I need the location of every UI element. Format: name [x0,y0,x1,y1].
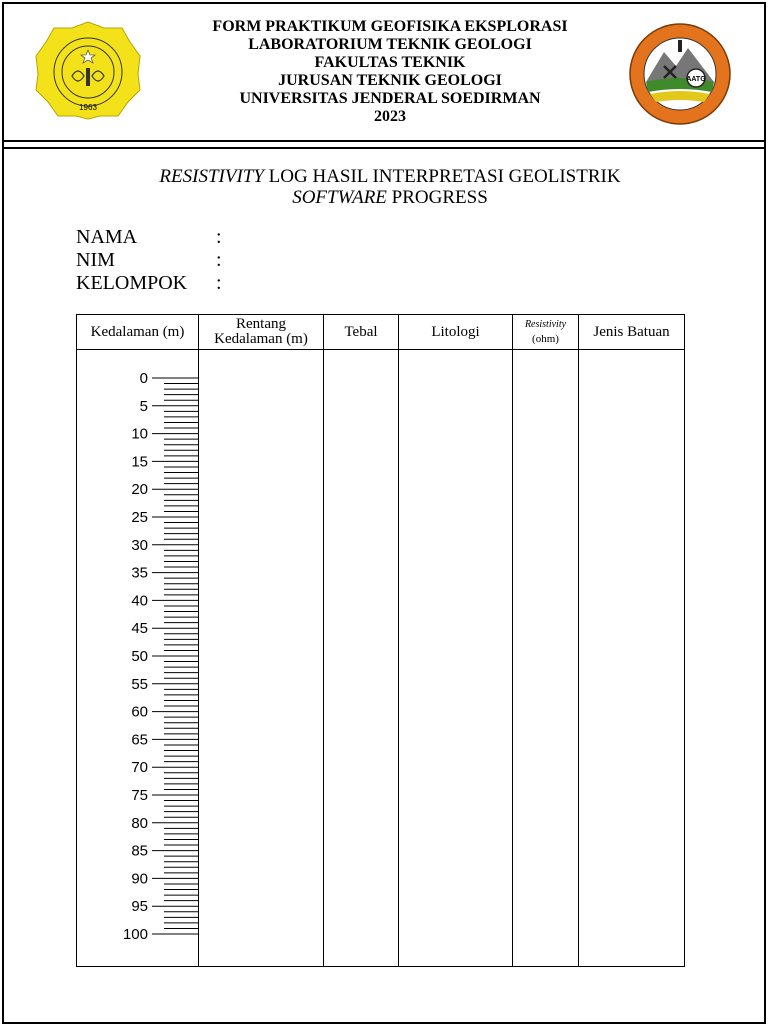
depth-label: 35 [131,564,148,582]
depth-label: 15 [131,453,148,471]
depth-label: 20 [131,481,148,499]
form-header [180,18,600,126]
title-rest-1: LOG HASIL INTERPRETASI GEOLISTRIK [263,166,621,187]
title-rest-2: PROGRESS [386,187,488,208]
col-rentang [199,315,324,350]
col-jenis-batuan: Jenis Batuan [579,315,685,350]
depth-label: 10 [131,425,148,443]
litologi-cell[interactable] [399,350,513,967]
tebal-cell[interactable] [324,350,399,967]
col-kedalaman: Kedalaman (m) [77,315,199,350]
depth-label: 55 [131,675,148,693]
depth-label: 25 [131,509,148,526]
depth-label: 65 [131,731,148,749]
depth-label: 5 [139,397,148,415]
col-rentang-line1: Rentang [236,316,286,332]
field-nama-label: NAMA [76,226,138,248]
depth-label: 45 [131,620,148,638]
unsoed-year: 1963 [79,103,97,112]
field-nim-label: NIM [76,249,115,271]
header-divider [4,140,764,149]
field-kelompok-sep: : [216,272,222,294]
resistivity-log-table [76,314,685,967]
resistivity-cell[interactable] [513,350,579,967]
unsoed-logo-icon [34,20,142,120]
field-kelompok-label: KELOMPOK [76,272,188,294]
depth-label: 90 [131,870,148,888]
col-resistivity-line1: Resistivity [524,319,567,330]
header-line-5: UNIVERSITAS JENDERAL SOEDIRMAN [239,90,541,107]
aatg-logo-icon [626,22,734,126]
depth-label: 50 [131,648,148,665]
depth-label: 100 [122,926,148,943]
header-line-2: LABORATORIUM TEKNIK GEOLOGI [248,36,532,53]
field-nama-sep: : [216,226,222,248]
jenis-batuan-cell[interactable] [579,350,685,967]
depth-label: 60 [131,703,148,721]
header-line-1: FORM PRAKTIKUM GEOFISIKA EKSPLORASI [212,18,568,35]
depth-label: 75 [131,787,148,804]
rentang-cell[interactable] [199,350,324,967]
depth-label: 0 [139,370,148,387]
col-rentang-line2: Kedalaman (m) [214,331,308,347]
field-nama[interactable] [76,226,222,248]
title-italic-1: RESISTIVITY [159,166,264,187]
col-litologi: Litologi [399,315,513,350]
col-resistivity [513,315,579,350]
depth-label: 70 [131,759,148,777]
depth-scale [77,350,199,968]
depth-label: 95 [131,898,148,916]
title-italic-2: SOFTWARE [292,187,387,208]
col-tebal: Tebal [324,315,399,350]
depth-label: 40 [131,592,148,610]
field-nim[interactable] [76,249,222,271]
aatg-badge: AATG [686,76,706,83]
depth-scale-cell [77,350,199,967]
depth-label: 80 [131,814,148,832]
col-resistivity-line2: (ohm) [532,333,559,345]
header-line-4: JURUSAN TEKNIK GEOLOGI [278,72,502,89]
header-line-3: FAKULTAS TEKNIK [314,54,466,71]
header-line-6: 2023 [374,108,406,125]
document-title [120,166,660,208]
depth-label: 30 [131,536,148,554]
depth-label: 85 [131,842,148,860]
field-nim-sep: : [216,249,222,271]
field-kelompok[interactable] [76,272,222,294]
